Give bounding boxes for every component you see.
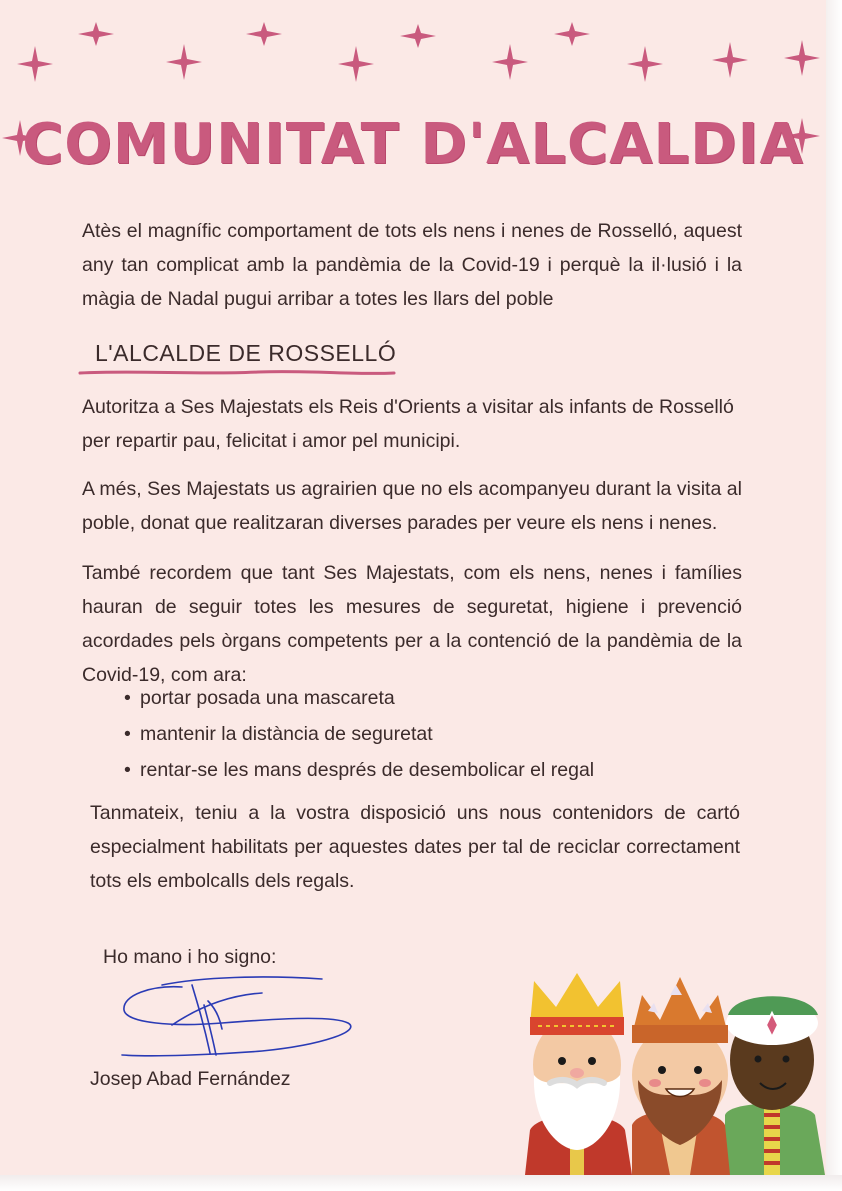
safety-paragraph: També recordem que tant Ses Majestats, com els nens, nenes i famílies hauran de seguir totes les mesures de seguretat, higiene i prevenció acordades pels òrgans competents per a la contenció de la pandèmia de la Covid-19, com ara:: [82, 562, 742, 686]
signature-label: Ho mano i ho signo:: [103, 946, 277, 968]
list-item: • mantenir la distància de seguretat: [124, 716, 594, 752]
star-icon: [398, 22, 438, 50]
three-kings-illustration: [520, 965, 826, 1175]
visit-paragraph: A més, Ses Majestats us agrairien que no els acompanyeu durant la visita al poble, donat que realitzaran diverses parades per veure els nens i nenes.: [82, 478, 742, 534]
king-melchior: [525, 973, 632, 1175]
star-icon: [76, 20, 116, 48]
scan-margin-right: [826, 0, 842, 1191]
star-icon: [552, 20, 592, 48]
star-icon: [490, 42, 530, 82]
scan-margin-bottom: [0, 1175, 842, 1191]
king-gaspar: [632, 977, 730, 1175]
star-icon: [625, 44, 665, 84]
authorization-paragraph: Autoritza a Ses Majestats els Reis d'Orients a visitar als infants de Rosselló per repartir pau, felicitat i amor pel municipi.: [82, 396, 734, 452]
star-icon: [336, 44, 376, 84]
handwritten-signature: [112, 965, 362, 1065]
page-title: COMUNITAT D'ALCALDIA: [22, 112, 804, 177]
intro-paragraph: Atès el magnífic comportament de tots els nens i nenes de Rosselló, aquest any tan complicat amb la pandèmia de la Covid-19 i perquè la il·lusió i la màgia de Nadal pugui arribar a totes les llars del poble: [82, 220, 742, 310]
signer-name: Josep Abad Fernández: [90, 1068, 291, 1090]
star-icon: [15, 44, 55, 84]
measures-list: [124, 680, 594, 788]
section-heading: L'ALCALDE DE ROSSELLÓ: [95, 340, 397, 366]
heading-underline: [78, 366, 398, 380]
star-icon: [710, 40, 750, 80]
star-icon: [782, 38, 822, 78]
star-icon: [244, 20, 284, 48]
recycling-paragraph: Tanmateix, teniu a la vostra disposició uns nous contenidors de cartó especialment habilitats per aquestes dates per tal de reciclar correctament tots els embolcalls dels regals.: [90, 802, 740, 892]
king-balthasar: [725, 996, 825, 1175]
list-item: • portar posada una mascareta: [124, 680, 594, 716]
list-item: • rentar-se les mans després de desembolicar el regal: [124, 752, 594, 788]
star-icon: [164, 42, 204, 82]
